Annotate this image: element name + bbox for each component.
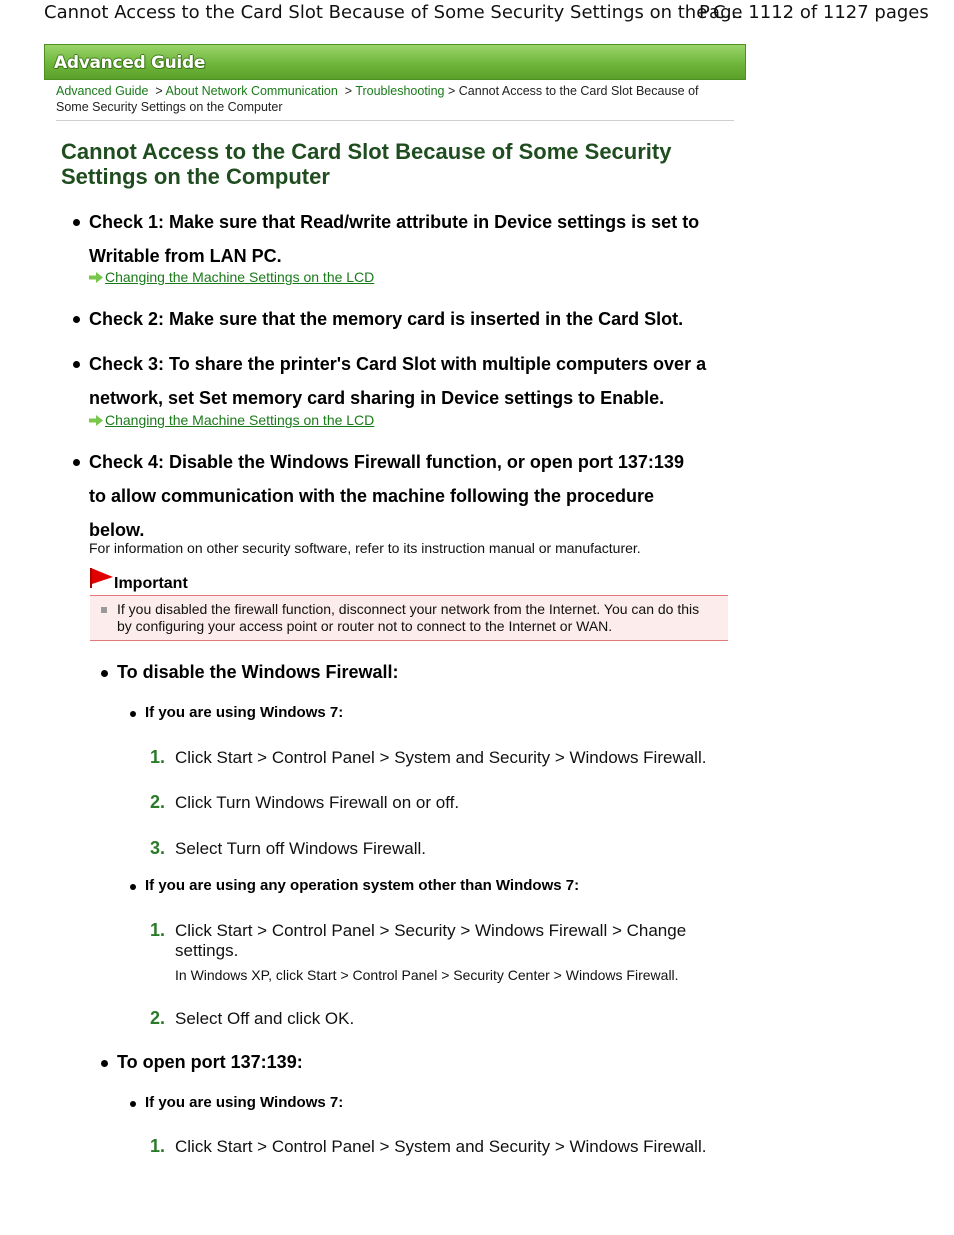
step-number: 1. (150, 1136, 166, 1156)
page-title-line2: Settings on the Computer (61, 164, 330, 189)
important-text: If you disabled the firewall function, disconnect your network from the Internet. You can do this by configuring your access point or router not to connect to the Internet or WAN. (117, 601, 700, 634)
step-number: 2. (150, 792, 166, 812)
check-3-heading (89, 347, 739, 415)
disable-other-os-step-1 (175, 921, 735, 961)
banner-label: Advanced Guide (54, 53, 206, 73)
breadcrumb-separator: > (155, 84, 163, 98)
check-1-line1: Check 1: Make sure that Read/write attribute in Device settings is set to (89, 212, 700, 232)
windows-xp-note: In Windows XP, click Start > Control Panel > Security Center > Windows Firewall. (175, 967, 679, 983)
open-port-bullet (101, 1060, 108, 1067)
disable-win7-step-1: Click Start > Control Panel > System and Security > Windows Firewall. (175, 748, 707, 767)
check-4-bullet (73, 459, 80, 466)
step-number: 2. (150, 1008, 166, 1028)
port-win7-step-1: Click Start > Control Panel > System and Security > Windows Firewall. (175, 1137, 707, 1156)
port-win7-bullet (130, 1101, 136, 1107)
check-4-line3: below. (89, 520, 145, 540)
step-number: 1. (150, 920, 166, 940)
square-bullet-icon (101, 607, 107, 613)
breadcrumb-advanced-guide[interactable]: Advanced Guide (56, 84, 149, 98)
important-box (90, 595, 728, 641)
green-arrow-icon (89, 415, 103, 426)
check-1-bullet (73, 219, 80, 226)
check-3-bullet (73, 361, 80, 368)
page-title-line1: Cannot Access to the Card Slot Because of Some Security (61, 139, 672, 164)
advanced-guide-banner (44, 44, 746, 80)
other-os-bullet (130, 884, 136, 890)
green-arrow-icon (89, 272, 103, 283)
check-3-settings-link[interactable] (89, 412, 374, 428)
check-1-link-text: Changing the Machine Settings on the LCD (105, 269, 375, 285)
disable-other-os-heading: If you are using any operation system other than Windows 7: (145, 877, 580, 894)
breadcrumb-divider (56, 120, 734, 121)
breadcrumb (56, 83, 736, 115)
step-1-line1: Click Start > Control Panel > Security > Windows Firewall > Change (175, 921, 687, 940)
page-header-title: Cannot Access to the Card Slot Because of Some Security Settings on the C... (44, 2, 743, 23)
disable-other-os-step-2: Select Off and click OK. (175, 1009, 355, 1028)
check-4-line2: to allow communication with the machine following the procedure (89, 486, 655, 506)
disable-win7-step-2: Click Turn Windows Firewall on or off. (175, 793, 460, 812)
step-number: 3. (150, 838, 166, 858)
disable-firewall-heading: To disable the Windows Firewall: (117, 662, 399, 682)
check-3-line1: Check 3: To share the printer's Card Slot with multiple computers over a (89, 354, 707, 374)
win7-bullet (130, 711, 136, 717)
check-4-line1: Check 4: Disable the Windows Firewall function, or open port 137:139 (89, 452, 684, 472)
check-1-line2: Writable from LAN PC. (89, 246, 282, 266)
breadcrumb-troubleshooting[interactable]: Troubleshooting (355, 84, 445, 98)
page-number: Page 1112 of 1127 pages (699, 2, 929, 23)
check-2-bullet (73, 316, 80, 323)
open-port-heading: To open port 137:139: (117, 1052, 303, 1072)
breadcrumb-about-network-communication[interactable]: About Network Communication (165, 84, 338, 98)
check-4-heading (89, 445, 739, 547)
step-number: 1. (150, 747, 166, 767)
port-win7-heading: If you are using Windows 7: (145, 1094, 344, 1111)
page-header (44, 2, 929, 23)
step-1-line2: settings. (175, 941, 239, 960)
check-3-link-text: Changing the Machine Settings on the LCD (105, 412, 375, 428)
check-2-heading (89, 302, 739, 336)
disable-win7-heading: If you are using Windows 7: (145, 704, 344, 721)
breadcrumb-current-line1: Cannot Access to the Card Slot Because of (458, 84, 699, 98)
important-label: Important (114, 575, 188, 592)
breadcrumb-separator: > (344, 84, 353, 98)
breadcrumb-current-line2: Some Security Settings on the Computer (56, 100, 283, 114)
check-1-settings-link[interactable] (89, 269, 374, 285)
page-title (61, 139, 741, 189)
disable-firewall-bullet (101, 670, 108, 677)
disable-win7-step-3: Select Turn off Windows Firewall. (175, 839, 426, 858)
check-2-line1: Check 2: Make sure that the memory card is inserted in the Card Slot. (89, 309, 684, 329)
check-3-line2: network, set Set memory card sharing in Device settings to Enable. (89, 388, 665, 408)
red-flag-icon (89, 567, 115, 589)
check-1-heading (89, 205, 739, 273)
breadcrumb-separator: > (447, 84, 456, 98)
check-4-note: For information on other security software, refer to its instruction manual or manufacturer. (89, 540, 641, 556)
